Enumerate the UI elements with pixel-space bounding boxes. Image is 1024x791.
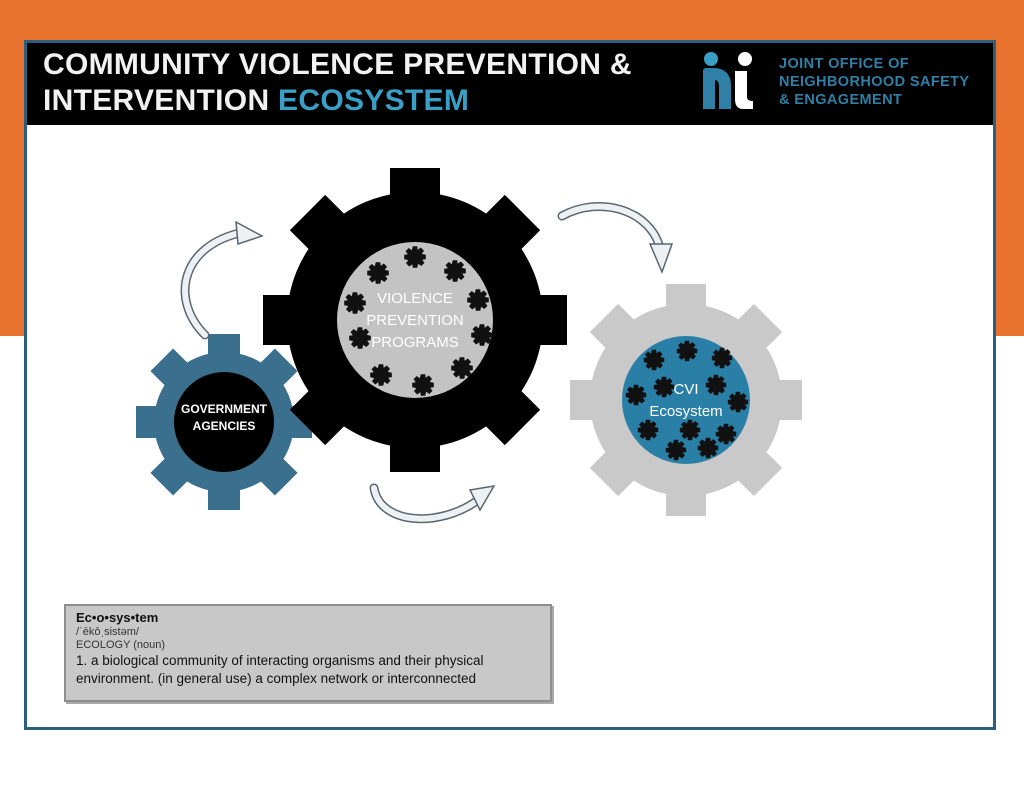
curved-arrow-bottom — [374, 486, 494, 519]
title-line-1: COMMUNITY VIOLENCE PREVENTION & — [43, 48, 632, 81]
violence-label-line-3: PROGRAMS — [371, 334, 459, 351]
org-name-line-2: NEIGHBORHOOD SAFETY — [779, 74, 970, 90]
curved-arrow-left — [185, 222, 262, 335]
definition-text: 1. a biological community of interacting organisms and their physical environment. (in general use) a complex network or interconnected — [76, 653, 484, 686]
curved-arrow-top-right — [562, 206, 672, 272]
title-line-2-accent: ECOSYSTEM — [278, 84, 470, 117]
org-name-line-3: & ENGAGEMENT — [779, 92, 903, 108]
org-name-line-1: JOINT OFFICE OF — [779, 56, 910, 72]
violence-prevention-gear — [263, 168, 567, 472]
definition-box — [64, 604, 552, 702]
title-line-2-prefix: INTERVENTION — [43, 84, 270, 117]
violence-label-line-1: VIOLENCE — [377, 290, 453, 307]
definition-part-of-speech: ECOLOGY (noun) — [76, 639, 166, 651]
definition-pronunciation: /ˈēkōˌsistəm/ — [76, 626, 139, 638]
violence-label-line-2: PREVENTION — [366, 312, 464, 329]
government-agencies-gear — [136, 334, 312, 510]
cvi-ecosystem-gear — [570, 284, 802, 516]
government-label-line-1: GOVERNMENT — [180, 402, 268, 416]
cvi-label-line-1: CVI — [673, 381, 699, 398]
cvi-label-line-2: Ecosystem — [649, 403, 723, 420]
definition-word: Ec•o•sys•tem — [76, 610, 159, 625]
government-label-line-2: AGENCIES — [192, 419, 256, 433]
